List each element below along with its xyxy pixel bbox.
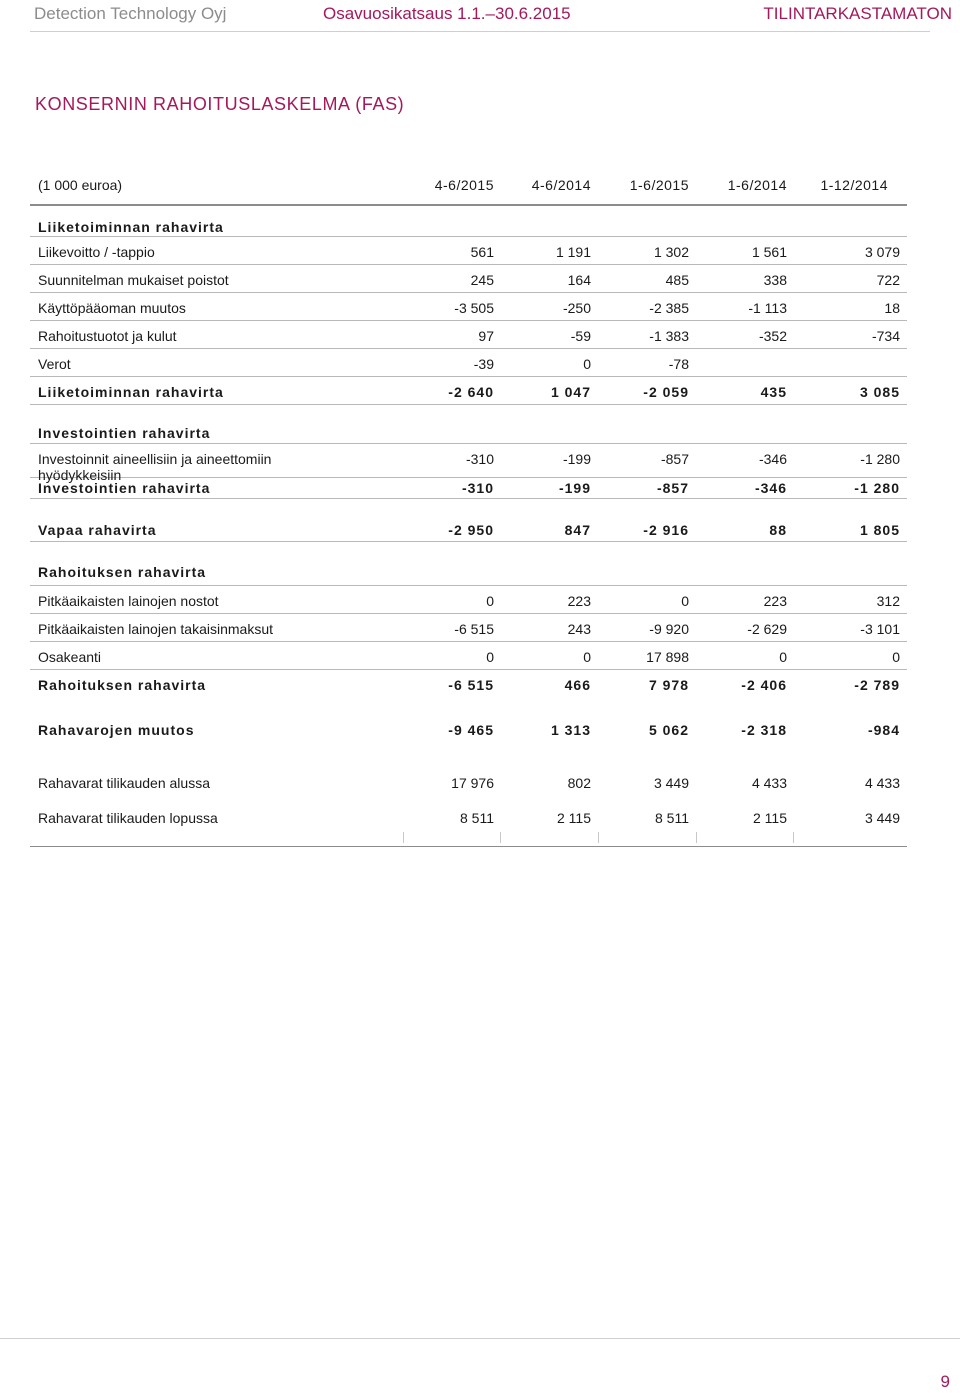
section-heading: Rahoituksen rahavirta xyxy=(38,564,207,580)
cell-value: 5 062 xyxy=(648,722,689,738)
total-row xyxy=(30,670,907,697)
cell-value: -2 318 xyxy=(741,722,787,738)
cell-value: 0 xyxy=(892,649,900,665)
table-row xyxy=(30,586,907,614)
row-label: Rahoitustuotot ja kulut xyxy=(38,328,177,344)
unit-label: (1 000 euroa) xyxy=(38,177,123,193)
row-label: Rahoituksen rahavirta xyxy=(38,677,207,693)
cell-value: 1 313 xyxy=(550,722,591,738)
cell-value: -2 629 xyxy=(747,621,787,637)
row-label: Pitkäaikaisten lainojen nostot xyxy=(38,593,219,609)
cell-value: 466 xyxy=(564,677,591,693)
page-header xyxy=(34,4,952,26)
cell-value: 7 978 xyxy=(648,677,689,693)
cell-value: 1 047 xyxy=(550,384,591,400)
column-divider xyxy=(793,832,794,843)
cell-value: 0 xyxy=(779,649,787,665)
cell-value: 802 xyxy=(567,775,591,791)
cell-value: -59 xyxy=(570,328,591,344)
section-heading-row xyxy=(30,206,907,237)
cell-value: 245 xyxy=(470,272,494,288)
section-heading-row xyxy=(30,542,907,586)
row-label: Rahavarojen muutos xyxy=(38,722,195,738)
cell-value: 4 433 xyxy=(864,775,900,791)
section-heading: Liiketoiminnan rahavirta xyxy=(38,219,224,235)
cash-change-row xyxy=(30,697,907,750)
table-header-row xyxy=(30,170,907,206)
cell-value: 312 xyxy=(876,593,900,609)
cell-value: -9 465 xyxy=(448,722,494,738)
cell-value: -352 xyxy=(758,328,787,344)
cell-value: 847 xyxy=(564,522,591,538)
cell-value: 722 xyxy=(876,272,900,288)
free-cash-flow-row xyxy=(30,499,907,542)
cell-value: 485 xyxy=(665,272,689,288)
column-header: 1-12/2014 xyxy=(820,177,888,193)
page-number: 9 xyxy=(940,1372,950,1391)
cell-value: -734 xyxy=(871,328,900,344)
column-divider xyxy=(598,832,599,843)
cell-value: -6 515 xyxy=(448,677,494,693)
cell-value: 561 xyxy=(470,244,494,260)
cell-value: -39 xyxy=(473,356,494,372)
column-header: 4-6/2014 xyxy=(531,177,591,193)
column-divider xyxy=(500,832,501,843)
table-row xyxy=(30,444,907,483)
cell-value: -1 383 xyxy=(649,328,689,344)
cell-value: 1 561 xyxy=(751,244,787,260)
table-row xyxy=(30,803,907,830)
audit-status: TILINTARKASTAMATON xyxy=(763,4,952,23)
company-name: Detection Technology Oyj xyxy=(34,4,227,23)
cell-value: -9 920 xyxy=(649,621,689,637)
row-label: Vapaa rahavirta xyxy=(38,522,157,538)
row-label: Suunnitelman mukaiset poistot xyxy=(38,272,229,288)
total-row xyxy=(30,377,907,405)
table-row xyxy=(30,293,907,321)
cell-value: 8 511 xyxy=(460,810,494,826)
cell-value: 435 xyxy=(760,384,787,400)
cell-value: -78 xyxy=(668,356,689,372)
column-divider xyxy=(403,832,404,843)
row-label: Investoinnit aineellisiin ja aineettomiin hyödykkeisiin xyxy=(38,451,272,483)
table-row xyxy=(30,349,907,377)
cell-value: -250 xyxy=(562,300,591,316)
cell-value: 1 805 xyxy=(859,522,900,538)
column-header: 1-6/2014 xyxy=(727,177,787,193)
cash-flow-statement xyxy=(30,170,907,847)
row-label: Investointien rahavirta xyxy=(38,480,211,496)
cell-value: 8 511 xyxy=(655,810,689,826)
cell-value: -2 916 xyxy=(643,522,689,538)
cell-value: -6 515 xyxy=(454,621,494,637)
row-label: Pitkäaikaisten lainojen takaisinmaksut xyxy=(38,621,274,637)
cell-value: 0 xyxy=(583,356,591,372)
cell-value: 18 xyxy=(884,300,900,316)
cell-value: 97 xyxy=(478,328,494,344)
cell-value: -310 xyxy=(465,451,494,467)
column-divider xyxy=(696,832,697,843)
cell-value: 223 xyxy=(763,593,787,609)
cell-value: -199 xyxy=(558,480,591,496)
row-label: Osakeanti xyxy=(38,649,102,665)
cell-value: 223 xyxy=(567,593,591,609)
cell-value: 243 xyxy=(567,621,591,637)
cell-value: -2 385 xyxy=(649,300,689,316)
cell-value: -2 406 xyxy=(741,677,787,693)
table-row xyxy=(30,265,907,293)
cell-value: 3 079 xyxy=(864,244,900,260)
cell-value: 1 302 xyxy=(653,244,689,260)
cell-value: 17 898 xyxy=(646,649,689,665)
cell-value: -310 xyxy=(461,480,494,496)
cell-value: -1 280 xyxy=(854,480,900,496)
table-row xyxy=(30,614,907,642)
table-row xyxy=(30,642,907,670)
cell-value: 3 449 xyxy=(653,775,689,791)
cell-value: 3 449 xyxy=(864,810,900,826)
row-label: Rahavarat tilikauden alussa xyxy=(38,775,210,791)
column-header: 4-6/2015 xyxy=(434,177,494,193)
cell-value: -2 789 xyxy=(854,677,900,693)
cell-value: -2 950 xyxy=(448,522,494,538)
table-row xyxy=(30,237,907,265)
cell-value: 2 115 xyxy=(753,810,787,826)
cell-value: -199 xyxy=(562,451,591,467)
cell-value: 88 xyxy=(769,522,787,538)
cell-value: 2 115 xyxy=(557,810,591,826)
cell-value: 17 976 xyxy=(451,775,494,791)
cell-value: -2 640 xyxy=(448,384,494,400)
row-label: Verot xyxy=(38,356,71,372)
row-label: Liikevoitto / -tappio xyxy=(38,244,155,260)
cell-value: -3 101 xyxy=(860,621,900,637)
row-label: Käyttöpääoman muutos xyxy=(38,300,186,316)
cell-value: 1 191 xyxy=(555,244,591,260)
cell-value: 0 xyxy=(486,593,494,609)
cell-value: -857 xyxy=(660,451,689,467)
cell-value: -857 xyxy=(656,480,689,496)
cell-value: 3 085 xyxy=(859,384,900,400)
header-divider xyxy=(30,31,930,32)
cell-value: -346 xyxy=(758,451,787,467)
footer-divider xyxy=(0,1338,960,1339)
total-row xyxy=(30,478,907,499)
cell-value: -984 xyxy=(867,722,900,738)
cell-value: -3 505 xyxy=(454,300,494,316)
cell-value: 338 xyxy=(763,272,787,288)
cell-value: 0 xyxy=(583,649,591,665)
cell-value: 0 xyxy=(681,593,689,609)
row-label: Rahavarat tilikauden lopussa xyxy=(38,810,218,826)
cell-value: -2 059 xyxy=(643,384,689,400)
cell-value: 164 xyxy=(567,272,591,288)
cell-value: -1 113 xyxy=(748,300,787,316)
row-label: Liiketoiminnan rahavirta xyxy=(38,384,224,400)
table-row xyxy=(30,321,907,349)
section-heading-row xyxy=(30,405,907,444)
table-row xyxy=(30,750,907,803)
cell-value: -1 280 xyxy=(860,451,900,467)
report-title: Osavuosikatsaus 1.1.–30.6.2015 xyxy=(323,4,571,23)
cell-value: 0 xyxy=(486,649,494,665)
cell-value: 4 433 xyxy=(751,775,787,791)
section-heading: Investointien rahavirta xyxy=(38,425,211,441)
column-header: 1-6/2015 xyxy=(629,177,689,193)
cell-value: -346 xyxy=(754,480,787,496)
table-bottom-rule xyxy=(30,830,907,847)
page-title: KONSERNIN RAHOITUSLASKELMA (FAS) xyxy=(35,94,405,114)
